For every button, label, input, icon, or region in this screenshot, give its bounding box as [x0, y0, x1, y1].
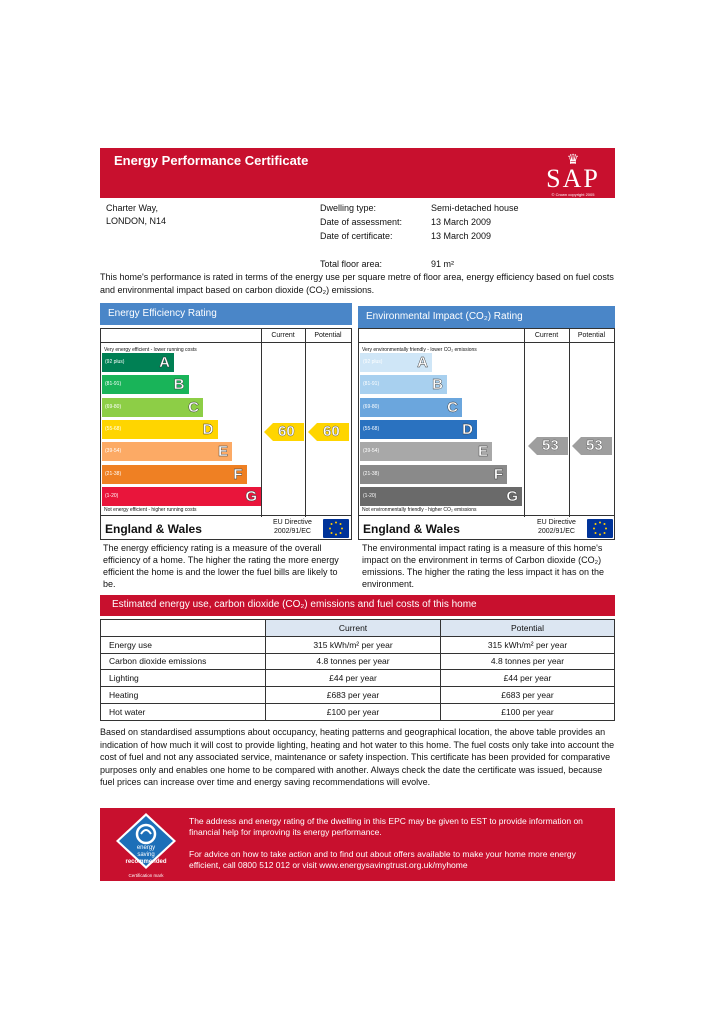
- table-row: Energy use 315 kWh/m² per year 315 kWh/m² per year: [101, 636, 615, 653]
- region-label: England & Wales: [105, 522, 202, 536]
- divider: [101, 342, 351, 343]
- band-b: (81-91) B: [360, 375, 447, 394]
- certificate-header: [100, 148, 615, 198]
- top-note: Very energy efficient - lower running costs: [104, 347, 197, 353]
- top-note: Very environmentally friendly - lower CO₂ emissions: [362, 347, 477, 353]
- table-row: Heating £683 per year £683 per year: [101, 687, 615, 704]
- divider: [101, 515, 351, 516]
- divider: [359, 515, 614, 516]
- estimated-costs-title: Estimated energy use, carbon dioxide (CO₂) emissions and fuel costs of this home: [100, 595, 615, 616]
- crown-icon: ♛: [566, 151, 580, 167]
- current-rating-arrow: 60: [264, 423, 304, 446]
- address: Charter Way, LONDON, N14: [106, 203, 167, 226]
- footer-banner: [100, 808, 615, 881]
- band-b: (81-91) B: [102, 375, 189, 394]
- col-potential: Potential: [441, 620, 615, 637]
- detail-label: Date of assessment:: [320, 217, 403, 227]
- detail-label: Dwelling type:: [320, 203, 377, 213]
- table-row: Hot water £100 per year £100 per year: [101, 703, 615, 720]
- band-c: (69-80) C: [102, 398, 203, 417]
- col-potential: Potential: [314, 332, 342, 339]
- detail-label: Total floor area:: [320, 259, 383, 269]
- band-e: (39-54) E: [102, 442, 232, 461]
- band-a: (92 plus) A: [102, 353, 174, 372]
- sap-logo: ♛ SAP © Crown copyright 2005: [537, 152, 609, 194]
- table-header-row: [101, 620, 615, 637]
- col-current: Current: [534, 332, 559, 339]
- col-potential: Potential: [577, 332, 606, 339]
- potential-rating-arrow: 53: [572, 437, 612, 460]
- bottom-note: Not environmentally friendly - higher CO₂ emissions: [362, 507, 477, 513]
- detail-value: 13 March 2009: [431, 217, 492, 227]
- band-f: (21-38) F: [360, 465, 507, 484]
- footer-paragraph: The address and energy rating of the dwelling in this EPC may be given to EST to provide information on financial help for improving its energy performance.: [189, 816, 583, 837]
- detail-value: Semi-detached house: [431, 203, 519, 213]
- region-label: England & Wales: [363, 522, 460, 536]
- divider: [261, 329, 262, 517]
- footer-paragraph: For advice on how to take action and to find out about offers available to make your home more energy efficient, call 0800 512 012 or visit www.energysavingtrust.org.uk/myhome: [189, 849, 576, 870]
- estimated-costs-table: [100, 619, 615, 721]
- environmental-panel-title: Environmental Impact (CO₂) Rating: [358, 306, 615, 328]
- energy-saving-recommended-logo: energy saving recommended Certification mark: [108, 812, 184, 879]
- assumptions-text: Based on standardised assumptions about occupancy, heating patterns and geographical location, the above table provides an indication of how much it will cost to provide lighting, heating and hot water to this home. The fuel costs only take into account the cost of fuel and not any associated service, maintenance or safety inspection. This certificate has been provided for comparative purposes only and enables one home to be compared with another. Always check the date the certificate was issued, because fuel prices can increase over time and energy saving recommendations will evolve.: [100, 727, 615, 787]
- col-current: Current: [271, 332, 295, 339]
- detail-value: 13 March 2009: [431, 231, 492, 241]
- environmental-description: The environmental impact rating is a measure of this home's impact on the environment in terms of Carbon dioxide (CO₂) emissions. The higher the rating the less impact it has on the environment.: [362, 543, 604, 589]
- band-c: (69-80) C: [360, 398, 462, 417]
- eu-directive: EU Directive 2002/91/EC: [273, 519, 312, 535]
- environmental-panel: [358, 328, 615, 540]
- page-title: Energy Performance Certificate: [114, 153, 309, 168]
- eu-directive: EU Directive 2002/91/EC: [537, 519, 576, 535]
- efficiency-description: The energy efficiency rating is a measure of the overall efficiency of a home. The higher the rating the more energy efficient the home is and the lower the fuel bills are likely to be.: [103, 543, 339, 589]
- band-e: (39-54) E: [360, 442, 492, 461]
- current-rating-arrow: 53: [528, 437, 568, 460]
- band-d: (55-68) D: [360, 420, 477, 439]
- divider: [569, 329, 570, 517]
- bottom-note: Not energy efficient - higher running costs: [104, 507, 197, 513]
- divider: [359, 342, 614, 343]
- eu-flag-icon: [587, 519, 613, 538]
- divider: [305, 329, 306, 517]
- col-current: Current: [266, 620, 441, 637]
- table-row: Carbon dioxide emissions 4.8 tonnes per year 4.8 tonnes per year: [101, 653, 615, 670]
- band-a: (92 plus) A: [360, 353, 432, 372]
- efficiency-panel-title: Energy Efficiency Rating: [100, 303, 352, 325]
- divider: [524, 329, 525, 517]
- band-g: (1-20) G: [102, 487, 261, 506]
- potential-rating-arrow: 60: [308, 423, 349, 446]
- band-f: (21-38) F: [102, 465, 247, 484]
- table-row: Lighting £44 per year £44 per year: [101, 670, 615, 687]
- intro-text: This home's performance is rated in terms of the energy use per square metre of floor area, energy efficiency based on fuel costs and environmental impact based on carbon dioxide (CO₂) emissions.: [100, 272, 614, 295]
- detail-value: 91 m²: [431, 259, 455, 269]
- band-g: (1-20) G: [360, 487, 522, 506]
- detail-label: Date of certificate:: [320, 231, 393, 241]
- eu-flag-icon: [323, 519, 349, 538]
- efficiency-panel: [100, 328, 352, 540]
- band-d: (55-68) D: [102, 420, 218, 439]
